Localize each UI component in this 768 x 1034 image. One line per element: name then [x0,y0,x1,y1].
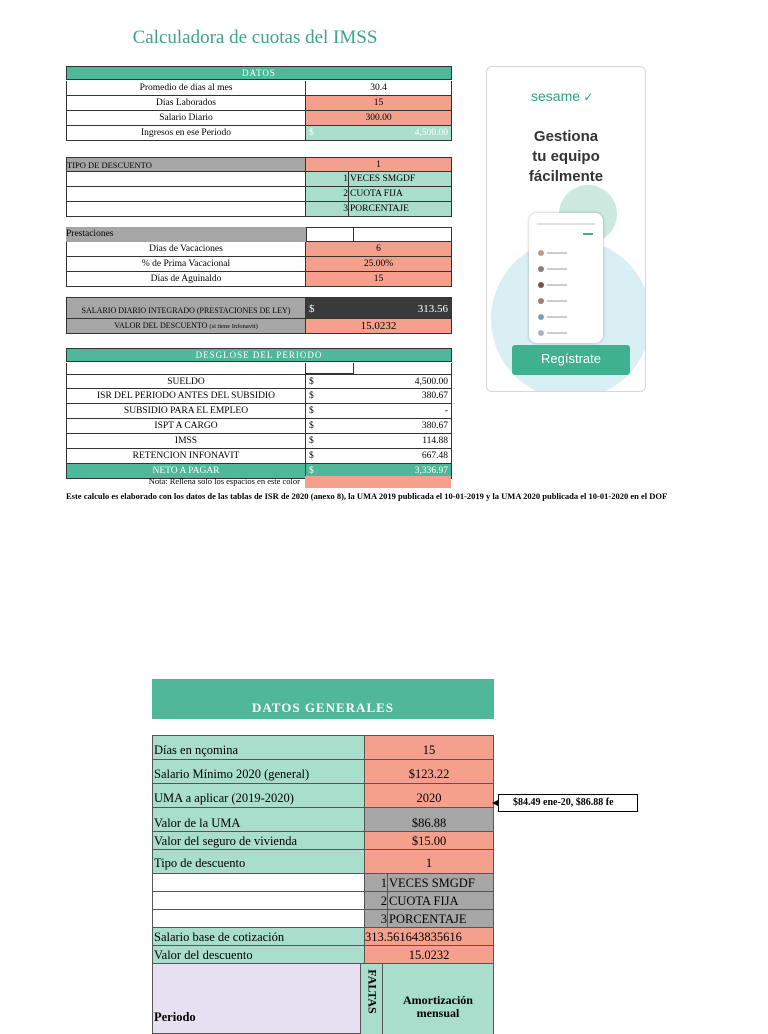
datos-header: DATOS [66,66,452,80]
input-cell[interactable]: 2020 [364,784,494,808]
input-cell[interactable]: $15.00 [364,832,494,850]
descuento-valor-row [66,319,452,334]
row-label: Días en nçomina [152,736,364,760]
generales-row [152,832,494,850]
row-label: Días Laborados [66,96,306,111]
option-text: PORCENTAJE [389,912,467,926]
row-label: Promedio de días al mes [66,81,306,96]
ad-banner[interactable] [486,66,646,392]
desglose-row [66,449,452,464]
option-text: CUOTA FIJA [389,894,459,908]
row-label: Ingresos en ese Periodo [66,126,306,141]
option-num: 1 [365,874,388,891]
desc-label: VALOR DEL DESCUENTO [114,321,208,330]
row-label: % de Prima Vacacional [66,257,306,272]
sesame-logo: sesame ✓ [531,88,594,104]
currency-sign: $ [309,406,314,416]
ad-headline [487,127,645,187]
currency-sign: $ [309,436,314,446]
row-label: Tipo de descuento [152,850,364,874]
desglose-row [66,389,452,404]
prestaciones-label: Prestaciones [66,227,306,242]
currency-sign: $ [309,128,314,138]
input-cell[interactable]: 15 [306,272,452,287]
row-label: Valor de la UMA [152,808,364,832]
option-cell [364,892,494,910]
input-cell[interactable]: 15 [364,736,494,760]
datos-generales-sheet [152,679,494,1034]
row-label: Salario Diario [66,111,306,126]
option-text: VECES SMGDF [350,174,416,184]
datos-row [66,96,452,111]
currency-sign: $ [309,391,314,401]
app-list-icon [529,213,603,343]
datos-row [66,81,452,96]
row-label: RETENCION INFONAVIT [66,449,306,464]
currency-sign: $ [309,421,314,431]
option-num: 3 [365,910,388,927]
faltas-label: FALTAS [365,969,380,1014]
option-text: PORCENTAJE [350,204,409,214]
neto-value: 3,336.97 [414,466,448,476]
desglose-row [66,434,452,449]
option-num: 2 [365,892,388,909]
currency-sign: $ [309,303,315,315]
option-cell [306,172,452,187]
ad-headline-line: Gestiona [533,128,599,145]
option-row [66,202,452,217]
option-cell [364,874,494,892]
money-cell [306,404,452,419]
disclaimer: Este calculo es elaborado con los datos de las tablas de ISR de 2020 (anexo 8), la UMA 2019 publicada el 10-01-2019 y la UMA 2020 publicada el 10-01-2020 en el DOF [66,491,668,501]
row-label: Valor del seguro de vivienda [152,832,364,850]
input-cell[interactable]: 15 [306,96,452,111]
prestaciones-row [66,242,452,257]
computed-cell: 15.0232 [364,946,494,964]
sdi-value: 313.56 [417,303,448,315]
amortizacion-header: Amortización mensual [382,964,494,1034]
desglose-row [66,404,452,419]
row-label: SUELDO [66,374,306,389]
sdi-value-cell [306,297,452,319]
desglose-header: DESGLOSE DEL PERIODO [66,348,452,362]
cell-value: 380.67 [421,421,448,431]
cell-value: 114.88 [422,436,448,446]
generales-row [152,735,494,760]
generales-row [152,760,494,784]
descuento-row [66,157,452,172]
computed-cell: $86.88 [364,808,494,832]
prestaciones-row [66,272,452,287]
option-num: 2 [343,189,348,199]
row-label: Valor del descuento [152,946,364,964]
money-cell [306,374,452,389]
row-label: Días de Aguinaldo [66,272,306,287]
row-label: Días de Vacaciones [66,242,306,257]
option-text: CUOTA FIJA [350,189,403,199]
desc-value: 15.0232 [306,319,452,334]
money-cell [306,419,452,434]
cell-value: - [444,406,448,416]
option-num: 3 [343,204,348,214]
option-num: 1 [343,174,348,184]
generales-row [152,928,494,946]
currency-sign: $ [309,451,314,461]
sdi-label: SALARIO DIARIO INTEGRADO (PRESTACIONES DE LEY) [66,297,306,319]
nota-color-swatch [305,476,451,488]
cell-value: 667.48 [421,451,448,461]
option-row [66,187,452,202]
check-icon: ✓ [580,90,594,104]
phone-mockup [529,213,603,343]
desglose-row [66,374,452,389]
periodo-header: Periodo [152,964,360,1034]
option-row [152,892,494,910]
computed-cell: 313.561643835616 [364,928,494,946]
datos-row [66,126,452,141]
cell-value: 4,500.00 [414,377,448,387]
option-cell [306,187,452,202]
desc-label-cell [66,319,306,334]
option-row [66,172,452,187]
sdi-row [66,297,452,319]
calculator-sheet [66,66,452,479]
datos-row [66,111,452,126]
input-cell[interactable]: 1 [364,850,494,874]
currency-sign: $ [309,466,314,476]
prestaciones-row [66,257,452,272]
option-row [152,910,494,928]
desglose-row [66,419,452,434]
row-label: IMSS [66,434,306,449]
row-label: SUBSIDIO PARA EL EMPLEO [66,404,306,419]
input-cell[interactable]: 300.00 [306,111,452,126]
descuento-input[interactable]: 1 [306,157,452,172]
nota-text: Nota: Rellena solo los espacios en este color [148,476,300,486]
money-cell [306,449,452,464]
option-row [152,874,494,892]
option-text: VECES SMGDF [389,876,475,890]
input-cell[interactable]: 25.00% [306,257,452,272]
option-cell [306,202,452,217]
generales-row [152,784,494,808]
ad-headline-line: fácilmente [528,168,604,185]
option-cell [364,910,494,928]
currency-sign: $ [309,377,314,387]
generales-row [152,946,494,964]
cell-value: 4,500.00 [414,128,448,138]
desc-sublabel: (si tiene Infonavit) [209,323,258,330]
row-label: Salario base de cotización [152,928,364,946]
generales-row [152,808,494,832]
row-label: ISR DEL PERIODO ANTES DEL SUBSIDIO [66,389,306,404]
input-cell[interactable]: 30.4 [306,81,452,96]
cell-comment: $84.49 ene-20, $86.88 fe [498,794,638,812]
generales-header: DATOS GENERALES [152,679,494,719]
computed-cell [306,126,452,141]
input-cell[interactable]: 6 [306,242,452,257]
descuento-label: TIPO DE DESCUENTO [66,157,306,172]
register-button[interactable]: Regístrate [512,345,630,375]
input-cell[interactable]: $123.22 [364,760,494,784]
generales-row [152,850,494,874]
money-cell [306,389,452,404]
ad-headline-line: tu equipo [532,148,600,165]
row-label: ISPT A CARGO [66,419,306,434]
row-label: UMA a aplicar (2019-2020) [152,784,364,808]
cell-value: 380.67 [421,391,448,401]
row-label: Salario Mínimo 2020 (general) [152,760,364,784]
prestaciones-row [66,227,452,242]
page-title: Calculadora de cuotas del IMSS [132,27,378,48]
money-cell [306,434,452,449]
neto-label: NETO A PAGAR [66,464,306,479]
